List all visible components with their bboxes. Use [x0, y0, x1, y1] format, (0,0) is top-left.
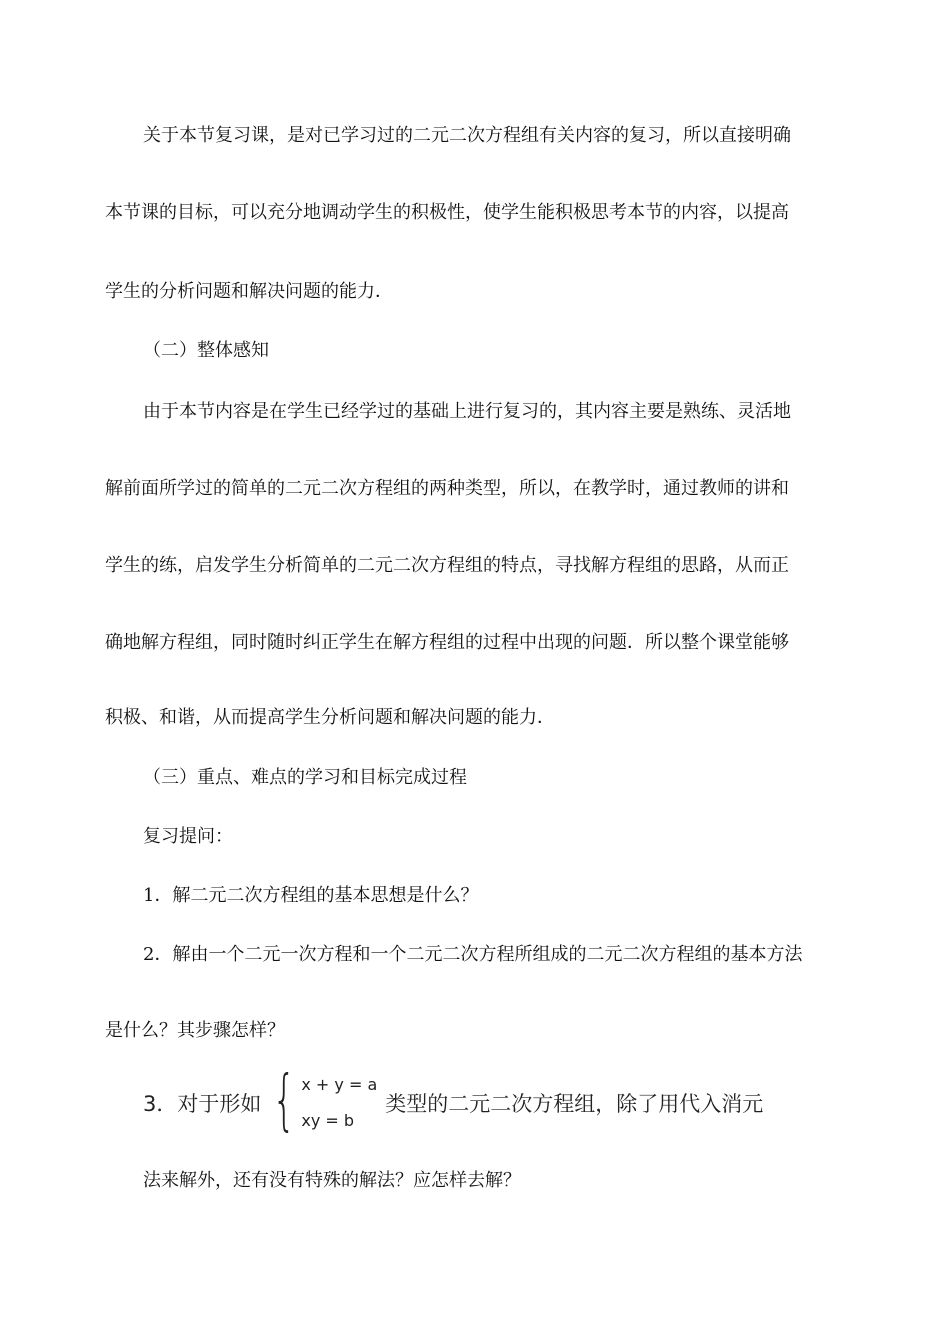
- question-3: [143, 1061, 764, 1138]
- paragraph-line: 关于本节复习课，是对已学习过的二元二次方程组有关内容的复习，所以直接明确: [143, 125, 791, 146]
- paragraph-line: 解前面所学过的简单的二元二次方程组的两种类型，所以，在教学时，通过教师的讲和: [105, 478, 789, 499]
- question-3-suffix: 类型的二元二次方程组，除了用代入消元: [385, 1092, 764, 1116]
- paragraph-line: 由于本节内容是在学生已经学过的基础上进行复习的，其内容主要是熟练、灵活地: [143, 401, 791, 422]
- question-2-continuation: 是什么？其步骤怎样？: [105, 1020, 285, 1041]
- equation-1: x + y = a: [301, 1075, 378, 1094]
- question-2: 2．解由一个二元一次方程和一个二元二次方程所组成的二元二次方程组的基本方法: [143, 944, 803, 965]
- paragraph-line: 学生的练，启发学生分析简单的二元二次方程组的特点，寻找解方程组的思路，从而正: [105, 555, 789, 576]
- paragraph-line: 积极、和谐，从而提高学生分析问题和解决问题的能力．: [105, 707, 555, 728]
- paragraph-line: 学生的分析问题和解决问题的能力．: [105, 281, 393, 302]
- question-3-prefix: 3．对于形如: [143, 1092, 262, 1116]
- paragraph-line: 复习提问：: [143, 826, 233, 847]
- equation-2: xy = b: [301, 1111, 355, 1130]
- paragraph-line: 确地解方程组，同时随时纠正学生在解方程组的过程中出现的问题．所以整个课堂能够: [105, 632, 789, 653]
- question-3-continuation: 法来解外，还有没有特殊的解法？应怎样去解？: [143, 1170, 521, 1191]
- left-brace-symbol: {: [272, 1061, 296, 1138]
- section-heading: （二）整体感知: [143, 340, 269, 361]
- question-1: 1．解二元二次方程组的基本思想是什么？: [143, 885, 479, 906]
- paragraph-line: 本节课的目标，可以充分地调动学生的积极性，使学生能积极思考本节的内容，以提高: [105, 202, 789, 223]
- section-heading: （三）重点、难点的学习和目标完成过程: [143, 767, 467, 788]
- equation-system: [301, 1075, 377, 1131]
